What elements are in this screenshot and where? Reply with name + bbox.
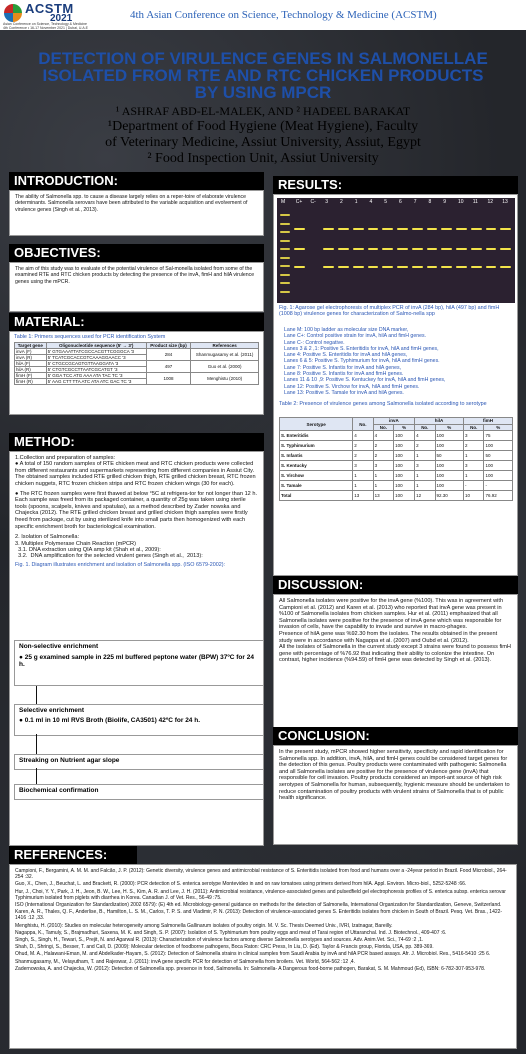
- conclusion-section: [273, 727, 518, 845]
- cell: 5' AAG CTT TTA ATC ATA ATC GAC TC '3: [46, 379, 146, 385]
- gel-lane-label: 12: [487, 199, 494, 205]
- cell: 2: [353, 451, 373, 461]
- cell: 1: [415, 481, 435, 491]
- gel-legend-item: Lane C+: Control positive strain for invA, hilA and fimH genes.: [284, 333, 427, 340]
- gel-ladder-band: [280, 282, 290, 284]
- method-p4: 2. Isolation of Salmonella:: [15, 534, 80, 541]
- gel-sample-band: [500, 248, 511, 250]
- gel-legend-item: Lane 4: Positive S. Enteritidis for invA and hilA genes,: [284, 352, 408, 359]
- gel-sample-band: [294, 266, 305, 268]
- cell: 100: [394, 451, 415, 461]
- cell: 3: [353, 461, 373, 471]
- introduction-text: The ability of Salmonella spp. to cause a disease largely relies on a reper-toire of elaborate virulence determinants. Salmonella serovars have been attributed to the variable acquisition and evolvement of virulence genes (Singh et al., 2013).: [15, 194, 248, 213]
- cell: 100: [435, 441, 463, 451]
- gel-lane-label: 11: [472, 199, 478, 205]
- col-product-size: Product size (bp): [146, 343, 190, 349]
- cell: 5' TCATCGCACCGTCAAAGGAACC '3: [46, 355, 146, 361]
- objectives-heading: OBJECTIVES:: [9, 244, 264, 262]
- subcol: No.: [415, 424, 435, 431]
- cell: 497: [146, 361, 190, 373]
- cell: 13: [373, 491, 393, 501]
- col-sequence: Oligonucleotide sequence (5' → 3'): [46, 343, 146, 349]
- method-p1: 1.Collection and preparation of samples:: [15, 455, 116, 461]
- col-no: No.: [353, 418, 373, 431]
- cell: 4: [415, 431, 435, 441]
- cell: fimH (R): [15, 379, 47, 385]
- reference-item: Guo, X., Chen, J., Beuchat, L. and Brackett, R. (2000): PCR detection of S. enterica serotype Montevideo in and on raw tomatoes using primers derived from hilA. Appl. Environ. Micro-biol., 5252-5248 :66.: [15, 881, 467, 888]
- gel-sample-band: [456, 266, 467, 268]
- gel-sample-band: [471, 228, 482, 230]
- cell: 2: [373, 451, 393, 461]
- gel-figure-caption: Fig. 1: Agarose gel electrophoresis of multiplex PCR of invA (284 bp), hilA (497 bp) and fimH (1008 bp) virulence genes for characterization of Salmo-nella spp: [279, 305, 500, 318]
- conference-name: 4th Asian Conference on Science, Technology & Medicine (ACSTM): [130, 9, 437, 21]
- gel-sample-band: [427, 248, 438, 250]
- gel-bands: [277, 208, 515, 303]
- cell: S. Virchow: [280, 471, 353, 481]
- gel-lane-label: 6: [399, 199, 402, 205]
- method-p6: 3.1. DNA extraction using QIA amp kit (Shah et al., 2009):: [15, 546, 161, 553]
- method-p5: 3. Multiplex Polymerase Chain Reaction (mPCR): [15, 540, 136, 547]
- cell: 4: [373, 431, 393, 441]
- cell: S. Infantis: [280, 451, 353, 461]
- cell: 2: [353, 441, 373, 451]
- gel-sample-band: [323, 266, 334, 268]
- cell: 50: [484, 451, 513, 461]
- cell: 3: [415, 461, 435, 471]
- col-inva: invA: [373, 418, 414, 425]
- introduction-heading: INTRODUCTION:: [9, 172, 264, 190]
- col-target-gene: Target gene: [15, 343, 47, 349]
- flow-diagram: [14, 640, 260, 838]
- reference-item: Shanmugasamy, M., Velayutham, T. and Rajeswar, J. (2011): invA gene specific PCR for detection of Salmonella from broilers. Vet. World, 564-562 :12 ,4.: [15, 958, 356, 965]
- flow-step-item: ● 25 g examined sample in 225 ml buffered peptone water (BPW) 37ºC for 24 h.: [19, 654, 254, 668]
- gel-sample-band: [412, 228, 423, 230]
- cell: 1: [353, 481, 373, 491]
- gel-sample-band: [441, 248, 452, 250]
- gel-sample-band: [412, 266, 423, 268]
- gel-lane-label: 1: [354, 199, 358, 205]
- gel-legend-item: Lane M: 100 bp ladder as molecular size DNA marker,: [284, 327, 409, 333]
- cell: 100: [435, 461, 463, 471]
- material-heading: MATERIAL:: [9, 313, 264, 331]
- col-fimh: fimH: [464, 418, 513, 425]
- cell: 2: [373, 441, 393, 451]
- gel-ladder-band: [280, 291, 290, 293]
- gel-legend-item: Lane 12: Positive S. Virchow for invA, hilA and fimH genes.: [284, 383, 420, 390]
- gel-sample-band: [456, 228, 467, 230]
- flow-diagram-caption: Fig. 1. Diagram illustrates enrichment and isolation of Salmonella spp. (ISO 6579-2002):: [15, 562, 226, 569]
- gel-lane-label: 4: [369, 199, 373, 205]
- cell: 5' CTGTCGCCTTAATCGCATGT '3: [46, 367, 146, 373]
- cell: 76.92: [484, 491, 513, 501]
- method-section: [9, 433, 264, 846]
- cell: 100: [394, 471, 415, 481]
- cell: 5' CTGCCGCAGTGTTAAGGATA '3: [46, 361, 146, 367]
- flow-step-title: Selective enrichment: [19, 707, 85, 714]
- gel-ladder-band: [280, 257, 290, 259]
- flow-arrow: [36, 686, 37, 704]
- cell: S. Enteritidis: [280, 431, 353, 441]
- cell: 3: [373, 461, 393, 471]
- method-p2: ● A total of 150 random samples of RTE chicken meat and RTC chicken products were collected from different restaurants and supermarkets representing from different companies in Assiut City. The obtained samples included RTE grilled chicken thigh, RTE grilled chicken breast, RTC frozen chicken nuggets, RTC frozen chicken strips and RTC frozen chicken wings (30 for each).: [15, 461, 256, 488]
- title-line-3: BY USING MPCR: [194, 83, 332, 102]
- gel-legend-item: Lanes 6 & 5: Positive S. Typhimurium for invA, hilA and fimH genes.: [284, 358, 440, 365]
- cell: 100: [435, 471, 463, 481]
- gel-lane-labels: [277, 199, 515, 207]
- gel-lane-label: 10: [458, 199, 464, 205]
- cell: 12: [415, 491, 435, 501]
- gel-ladder-band: [280, 223, 290, 225]
- affiliation-1: ¹Department of Food Hygiene (Meat Hygiene), Faculty: [107, 119, 419, 134]
- reference-item: Menghistu, H. (2010): Studies on molecular heterogeneity among Salmonella Gallinarum isolates of poultry origin. M. V. Sc. Thesis Deemed Univ., IVRI, Izatnagar, Bareilly.: [15, 922, 393, 929]
- reference-item: Singh, S., Singh, H., Tewari, S., Prejit, N. and Agarwal R. (2013): Characterization of virulence factors among diverse Salmonella serotypes and sources. Adv. Anim.Vet. Sci., 74-69 :2 ,1.: [15, 937, 424, 944]
- conclusion-heading: CONCLUSION:: [273, 727, 518, 745]
- reference-item: Ohud, M. A., Halawani-Eman, M. and Abdelkader-Hayam, S. (2012): Detection of Salmonella strains in clinical samples from Saudi Arabia by invA and hilA PCR based assays. Afr. J. Microbiol. Res., 5416-5410 :25 6.: [15, 951, 491, 958]
- affiliation-2: of Veterinary Medicine, Assiut University, Assiut, Egypt: [105, 135, 421, 150]
- logo-main: ACSTM: [25, 1, 74, 16]
- gel-sample-band: [353, 248, 364, 250]
- cell: 1: [415, 471, 435, 481]
- cell: Guo et al. (2000): [191, 361, 259, 373]
- gel-sample-band: [427, 266, 438, 268]
- col-hila: hilA: [415, 418, 464, 425]
- gel-sample-band: [486, 266, 497, 268]
- subcol: No.: [464, 424, 484, 431]
- conclusion-text: In the present study, mPCR showed higher sensitivity, specificity and rapid identification for Salmonella spp. In addition, invA, hilA, and fimH genes could be considered target genes for the detection of this genus. Poultry products were contaminated with pathogenic Salmonella and all Salmonella isolates are positive for the presence of virulence gene (invA) that responsible for cell invasion. Poultry products considered an import-ant source of high risk serotypes of Salmonella for human, subsequently, hygienic measure should be undertaken to reduce contamination of poultry products with virulent strains of Salmonella that is of public health significance.: [279, 749, 510, 802]
- gel-sample-band: [338, 228, 349, 230]
- logo-icon: [4, 4, 22, 22]
- gel-sample-band: [338, 266, 349, 268]
- flow-arrow: [36, 768, 37, 784]
- gel-sample-band: [427, 228, 438, 230]
- table1-caption: Table 1: Primers sequences used for PCR identification System: [14, 334, 166, 340]
- gel-sample-band: [294, 228, 305, 230]
- serotype-table: [279, 417, 513, 501]
- cell: hilA (F): [15, 361, 47, 367]
- method-p3: ● The RTC frozen samples were first thawed at below °5C at refrigera-tor for not longer than 12 h. Each sample was freed from its packaged container, a quantity of 25g was taken using sterile tools (spoons, scalpels, knives and spatulas), as a method described by Zader nowska and Chajecka (2012). The RTE grilled chicken breast and grilled chicken thigh samples were firstly freed from package, cut by using sterilized knife into small parts then homogenized with each specific enrichment broth for bacteriological examination.: [15, 490, 258, 530]
- introduction-section: [9, 172, 264, 236]
- flow-step-title: Non-selective enrichment: [19, 643, 99, 650]
- cell: 1: [373, 471, 393, 481]
- cell: Menghistu (2010): [191, 373, 259, 385]
- gel-legend-item: Lane 8: Positive S. Infantis for invA and fimH genes.: [284, 371, 404, 378]
- cell: 13: [353, 491, 373, 501]
- discussion-heading: DISCUSSION:: [273, 576, 518, 594]
- gel-sample-band: [323, 248, 334, 250]
- cell: S. Typhimurium: [280, 441, 353, 451]
- gel-legend-item: Lane C-: Control negative.: [284, 339, 345, 346]
- cell: fimH (F): [15, 373, 47, 379]
- cell: 100: [394, 461, 415, 471]
- authors: ¹ ASHRAF ABD-EL-MALEK, AND ² HADEEL BARAKAT: [115, 104, 411, 118]
- table-row: [280, 491, 513, 501]
- title-line-1: DETECTION OF VIRULENCE GENES IN SALMONELLAE: [38, 49, 488, 68]
- reference-item: Nagappa, K., Tamuly, S., Brajmadhuri, Saxena, M. K. and Singh, S. P. (2007): Isolation of S. Typhimurium from poultry eggs and meat of Tarai region of Uttaranchal. Ind. J. Biotechnol., 409-407 :6.: [15, 929, 447, 936]
- gel-ladder-band: [280, 248, 290, 250]
- gel-sample-band: [368, 248, 379, 250]
- gel-lane-label: 9: [443, 199, 447, 205]
- gel-lane-label: 5: [384, 199, 388, 205]
- discussion-text-1: All Salmonella isolates were positive for the invA gene (%100). This was in agreement with Campioni et al. (2012) and Karen et al. (2013) who reported that invA gene was present in %100 of Salmonella isolates from chicken samples. Hur et al. (2011) emphasized that all Salmonella isolates were positive for the presence of invA gene which was responsible for invasion of cells, have the capability to invade and survive in macro-phages.: [279, 598, 504, 631]
- cell: 100: [394, 491, 415, 501]
- gel-sample-band: [323, 228, 334, 230]
- flow-step-nonselective: [14, 640, 264, 686]
- flow-step-biochemical: Biochemical confirmation: [14, 784, 264, 800]
- references-section: [9, 846, 517, 1049]
- method-heading: METHOD:: [9, 433, 264, 451]
- cell: 1: [464, 451, 484, 461]
- cell: 3: [464, 461, 484, 471]
- gel-sample-band: [500, 266, 511, 268]
- subcol: No.: [373, 424, 393, 431]
- gel-sample-band: [456, 248, 467, 250]
- gel-lane-label: 13: [502, 199, 508, 205]
- gel-ladder-band: [280, 240, 290, 242]
- table-row: [280, 431, 513, 441]
- gel-sample-band: [471, 248, 482, 250]
- cell: S. Kentucky: [280, 461, 353, 471]
- cell: 3: [464, 431, 484, 441]
- serotype-table-wrap: [279, 417, 513, 501]
- cell: 2: [464, 441, 484, 451]
- gel-sample-band: [486, 248, 497, 250]
- gel-legend-item: Lanes 11 & 10 ,9: Positive S. Kentuckey for invA, hilA and fimH genes,: [284, 377, 446, 384]
- gel-sample-band: [412, 248, 423, 250]
- cell: 100: [394, 431, 415, 441]
- gel-lane-label: 2: [340, 199, 343, 205]
- cell: 10: [464, 491, 484, 501]
- cell: Total: [280, 491, 353, 501]
- cell: 1: [415, 451, 435, 461]
- subcol: %: [435, 424, 463, 431]
- gel-sample-band: [368, 228, 379, 230]
- primer-table: [14, 342, 259, 385]
- results-section: [273, 176, 518, 576]
- gel-sample-band: [471, 266, 482, 268]
- table2-caption: Table 2: Presence of virulence genes among Salmonella isolated according to serotype: [279, 401, 487, 407]
- gel-sample-band: [368, 266, 379, 268]
- cell: 75: [484, 431, 513, 441]
- gel-sample-band: [382, 228, 393, 230]
- gel-ladder-band: [280, 214, 290, 216]
- cell: 100: [435, 481, 463, 491]
- reference-item: Hur, J., Choi, Y. Y., Park, J. H., Jeon, B. W., Lee, H. S., Kim, A. R. and Lee, J. H. (2011): Antimicrobial resistance, virulence-associated genes and pulsedfield gel electrophoresis profiles of S. enterica subsp. enterica serovar Typhimurium isolated from piglets with diarrhea in Korea. Canadian J. of Vet. Res., 56-49 :75.: [15, 888, 506, 901]
- cell: 100: [394, 481, 415, 491]
- discussion-section: [273, 576, 518, 732]
- gel-legend: [284, 327, 514, 396]
- gel-sample-band: [294, 248, 305, 250]
- cell: 2: [415, 441, 435, 451]
- flow-step-item-text: 25 g examined sample in 225 ml buffered peptone water (BPW) 37ºC for 24 h.: [19, 654, 254, 668]
- flow-arrow: [36, 734, 37, 754]
- gel-lane-label: C+: [295, 199, 303, 205]
- gel-sample-band: [397, 266, 408, 268]
- reference-item: Zadernowska, A. and Chajecka, W. (2012): Detection of Salmonella spp. presence in food, Salmonella. In: Salmonella- A Dangerous food-borne pathogen, Barakat, S. M. Mahmoud (Ed), ISBN: 6-782-307-953-978.: [15, 965, 486, 972]
- cell: -: [484, 481, 513, 491]
- cell: 92.30: [435, 491, 463, 501]
- reference-item: Shah, D., Shringi, S., Besser, T. and Call, D. (2009): Molecular detection of foodborne pathogens, Boca Raton: CRC Press, In Liu, D. (Ed). Taylor & Francis group, Florida, USA, pp. 389-369.: [15, 944, 434, 951]
- gel-legend-item: Lanes 3 & 2 ,1: Positive S. Enteritidis for invA, hilA and fimH genes,: [284, 345, 439, 352]
- title-line-2: ISOLATED FROM RTE AND RTC CHICKEN PRODUCTS: [42, 66, 484, 85]
- references-heading: REFERENCES:: [9, 846, 137, 864]
- gel-lane-label: C-: [310, 199, 316, 205]
- cell: 284: [146, 349, 190, 361]
- reference-item: ISO (International Organization for Standardization) 2002 6579): (E) 4th ed. Microbiology-general guidance on methods for the detection of Salmonella, International Organization for Standardization, Geneve, Switzerland.: [15, 902, 502, 909]
- serotype-table-body: [280, 431, 513, 501]
- table-row: [280, 481, 513, 491]
- cell: 100: [394, 441, 415, 451]
- cell: 100: [484, 471, 513, 481]
- table-row: [280, 461, 513, 471]
- reference-item: Karen, A. R., Thales, Q. F., Anderlise, B., Hamilton, L. S. M., Carlos, T. P. S. and Vladimir, P. N. (2013): Detection of virulence-associated genes S. Enteritidis isolates from chicken in South of Brazil. Pesq. Vet. Bras., 1422-1416 :12 ,33.: [15, 909, 503, 922]
- cell: 5' GGA TCC ATG AAA ATA TAC TC '3: [46, 373, 146, 379]
- cell: 100: [484, 441, 513, 451]
- cell: 100: [484, 461, 513, 471]
- flow-step-item: ● 0.1 ml in 10 ml RVS Broth (Biolife, CA3501) 42ºC for 24 h.: [19, 717, 201, 724]
- cell: 1: [353, 471, 373, 481]
- gel-sample-band: [441, 266, 452, 268]
- gel-lane-label: M: [281, 199, 286, 205]
- gel-sample-band: [382, 266, 393, 268]
- conference-logo: [2, 1, 98, 29]
- gel-ladder-band: [280, 231, 290, 233]
- cell: S. Tamale: [280, 481, 353, 491]
- cell: 1: [373, 481, 393, 491]
- gel-sample-band: [441, 228, 452, 230]
- gel-sample-band: [486, 228, 497, 230]
- cell: Shanmugasamy et al. (2011): [191, 349, 259, 361]
- cell: invA (F): [15, 349, 47, 355]
- col-serotype: Serotype: [280, 418, 353, 431]
- flow-step-item-text: 0.1 ml in 10 ml RVS Broth (Biolife, CA3501) 42ºC for 24 h.: [24, 717, 201, 724]
- discussion-text-3: All the isolates of Salmonella in the current study except 3 strains were found to possess fimH gene with percentage of %76.92 that indicating their ability to colonize the intestine. On contrast, higher incidence (%94.59) of fimH gene was detected by Singh et al. (2013).: [279, 644, 511, 664]
- header-bar: [0, 0, 526, 30]
- discussion-text-2: Presence of hilA gene was %92.30 from the isolates. The results obtained in the present study were in accordance with Nagappa et al. (2007) and Oubd et al. (2012).: [279, 630, 498, 644]
- gel-lane-label: 8: [428, 199, 432, 205]
- cell: 1008: [146, 373, 190, 385]
- cell: 1: [464, 471, 484, 481]
- gel-ladder-band: [280, 265, 290, 267]
- gel-lane-label: 7: [413, 199, 417, 205]
- subcol: %: [484, 424, 513, 431]
- gel-ladder-band: [280, 274, 290, 276]
- logo-sub-line1: Asian Conference on Science, Technology & Medicine: [3, 22, 87, 26]
- reference-item: Campioni, F., Bergamini, A. M. M. and Falcão, J. P. (2012): Genetic diversity, virulence genes and antimicrobial resistance of S. Enteritidis isolated from food and humans over a -24year period in Brazil. Food Microbiol., 264-254 :32.: [15, 868, 507, 881]
- gel-lane-label: 3: [325, 199, 329, 205]
- poster-title: [0, 50, 526, 101]
- gel-sample-band: [397, 228, 408, 230]
- logo-subtitle: [3, 22, 99, 30]
- table-row: [280, 471, 513, 481]
- gel-sample-band: [500, 228, 511, 230]
- cell: hilA (R): [15, 367, 47, 373]
- flow-step-selective: [14, 704, 264, 736]
- material-section: [9, 313, 264, 415]
- gel-legend-item: Lane 13: Positive S. Tamale for invA and hilA genes.: [284, 389, 404, 396]
- objectives-section: [9, 244, 264, 312]
- cell: -: [464, 481, 484, 491]
- gel-image: [277, 198, 515, 303]
- cell: 100: [435, 431, 463, 441]
- logo-year: 2021: [50, 13, 73, 24]
- table-row: [280, 451, 513, 461]
- cell: 4: [353, 431, 373, 441]
- flow-step-streaking: Streaking on Nutrient agar slope: [14, 754, 264, 770]
- affiliations: [0, 119, 526, 167]
- results-heading: RESULTS:: [273, 176, 518, 194]
- gel-legend-item: Lane 7: Positive S. Infantis for invA and hilA genes,: [284, 364, 402, 371]
- gel-sample-band: [353, 266, 364, 268]
- subcol: %: [394, 424, 415, 431]
- cell: 5' GTGAAATTATCGCCACGTTCGGGCA '3: [46, 349, 146, 355]
- references-list: [9, 864, 517, 1049]
- gel-sample-band: [338, 248, 349, 250]
- objectives-text: The aim of this study was to evaluate of the potential virulence of Sal-monella isolated from some of the examined RTE and RTC chicken products by detecting the presence of the invA, fimH and hilA virulence genes using the mPCR.: [15, 266, 255, 285]
- cell: 50: [435, 451, 463, 461]
- cell: invA (R): [15, 355, 47, 361]
- gel-sample-band: [397, 248, 408, 250]
- gel-sample-band: [382, 248, 393, 250]
- logo-sub-line2: 4th Conference • 16-17 November 2021 | Dubai, U.A.E: [3, 26, 89, 30]
- affiliation-3: ² Food Inspection Unit, Assiut University: [147, 151, 379, 166]
- table-row: [280, 441, 513, 451]
- col-references: References: [191, 343, 259, 349]
- gel-sample-band: [353, 228, 364, 230]
- method-p7: 3.2. DNA amplification for the selected virulent genes (Singh et al., 2013):: [15, 553, 203, 560]
